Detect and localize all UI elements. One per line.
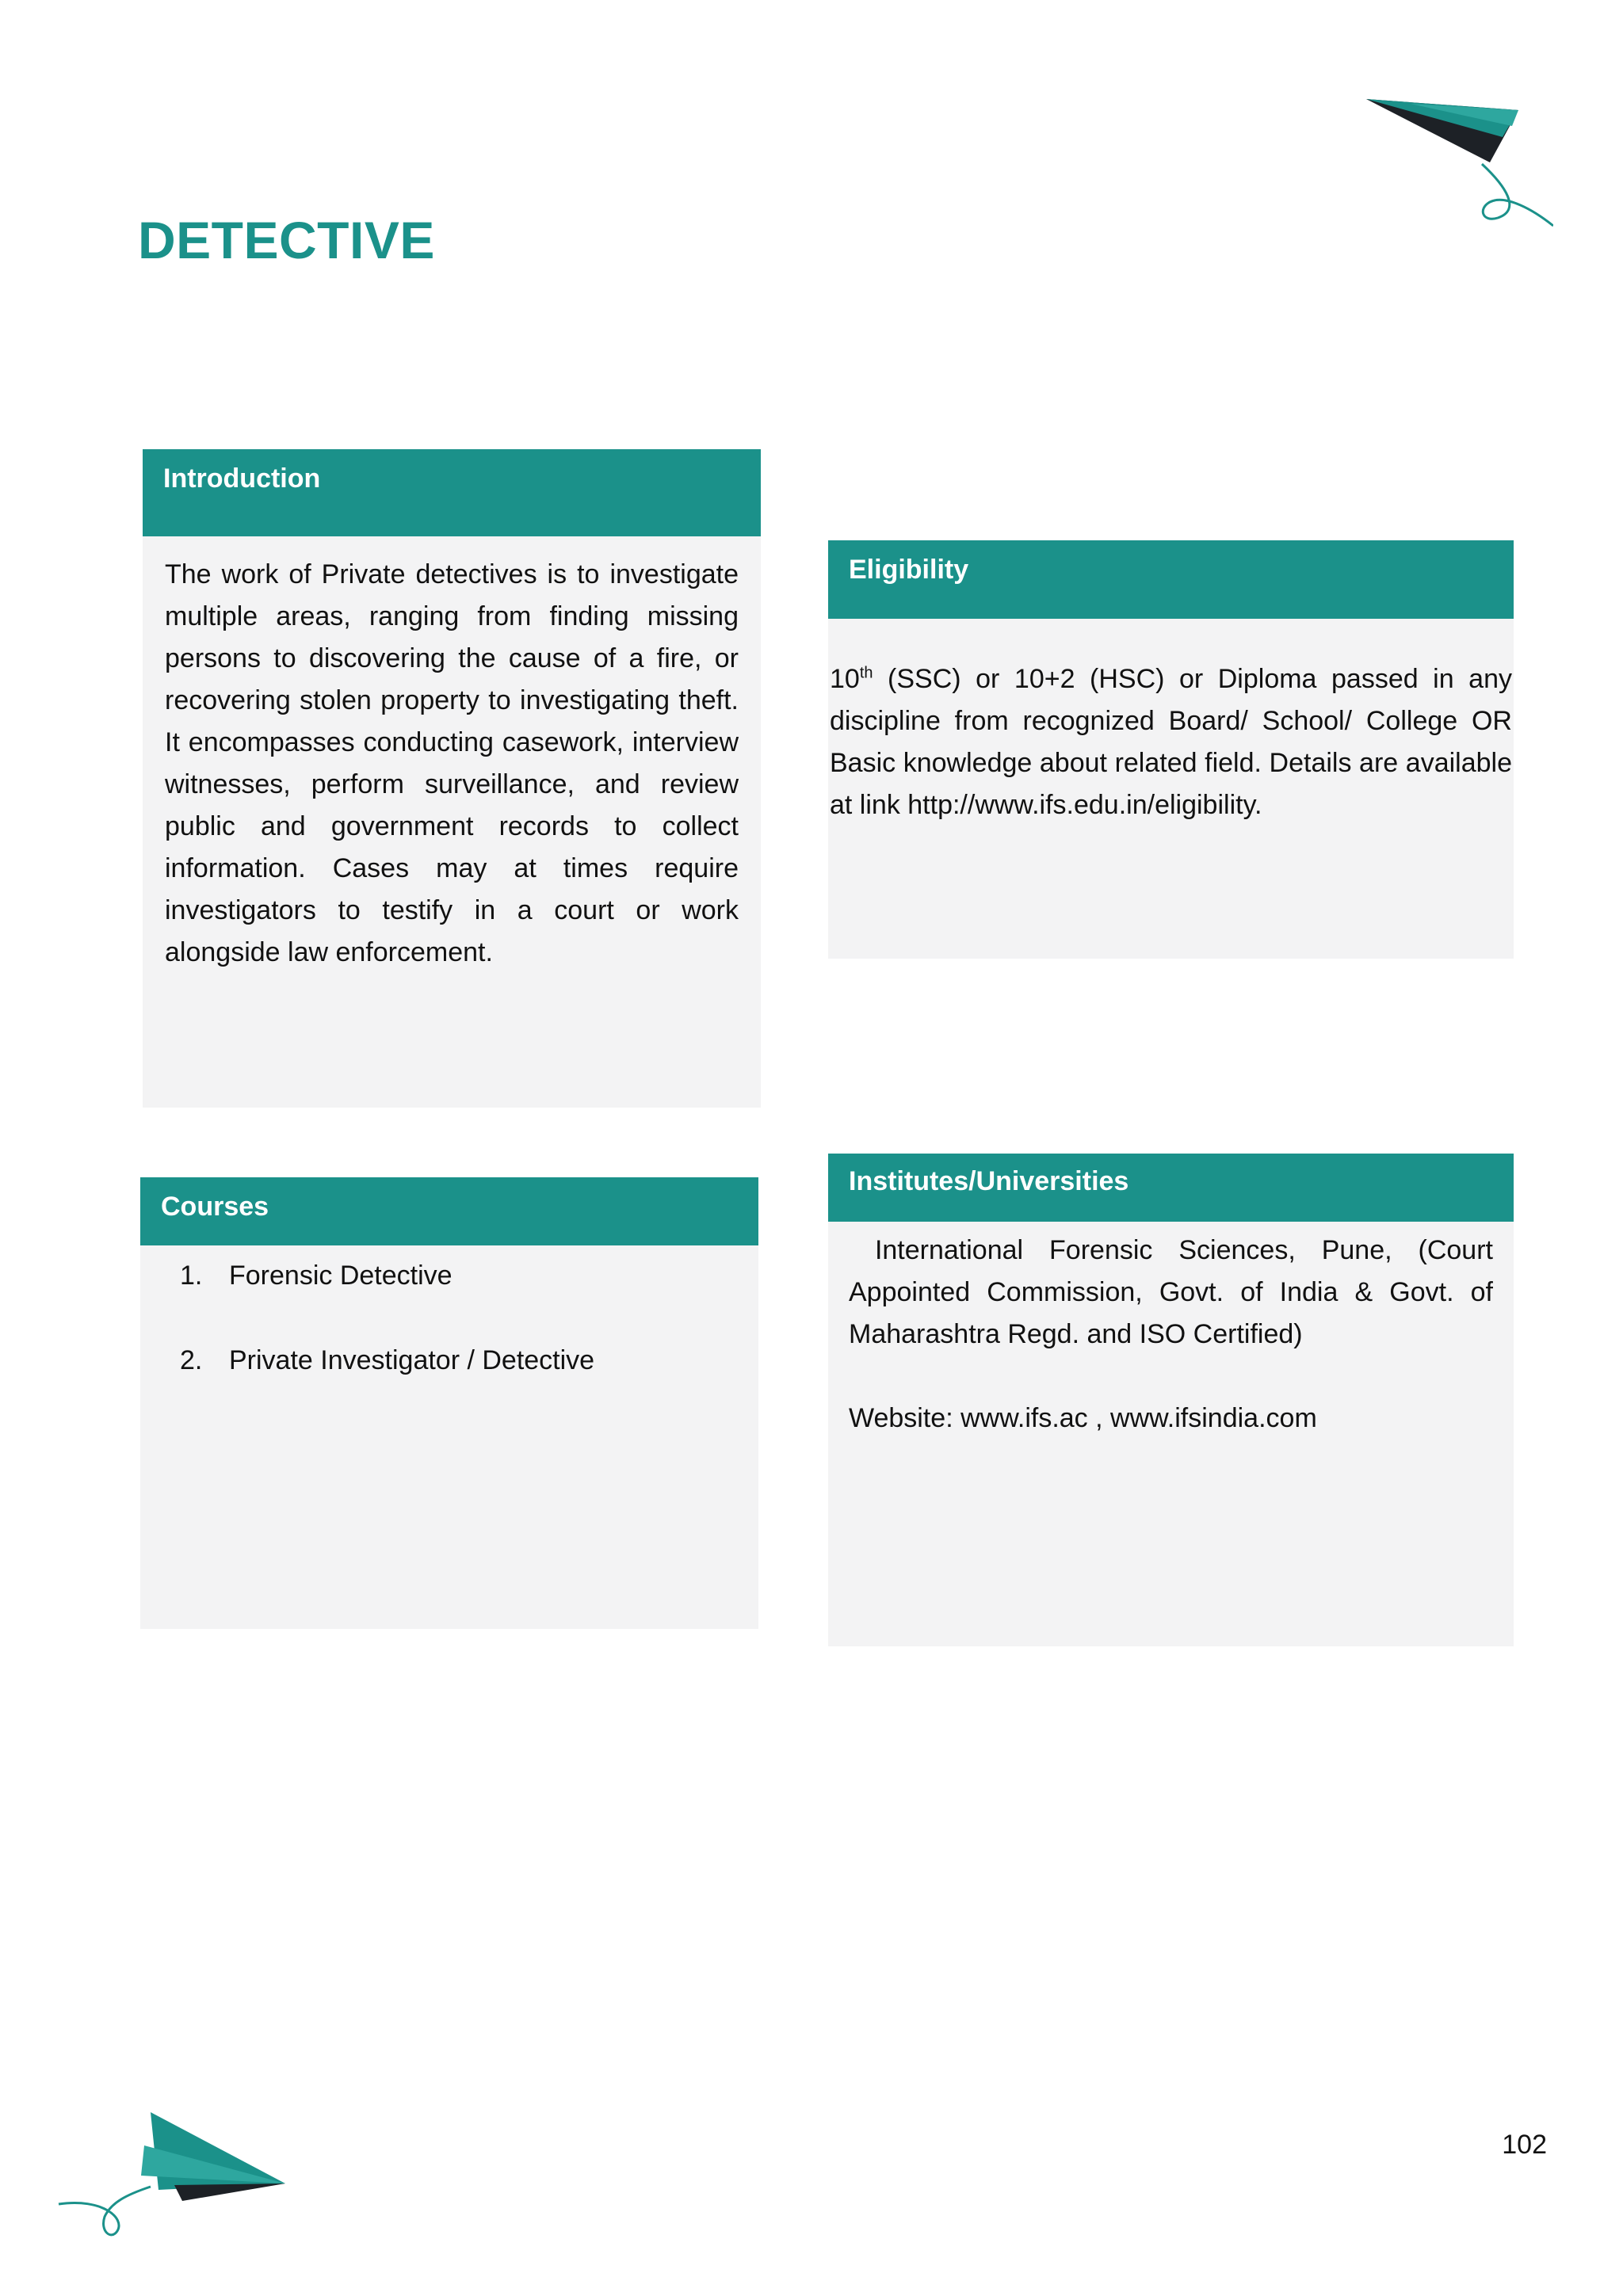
list-item-number: 1. [180, 1261, 203, 1291]
introduction-text: The work of Private detectives is to investigate multiple areas, ranging from finding missing persons to discovering the cause of a fire, or recovering stolen property to investigating theft. It encompasses conducting casework, interview witnesses, perform surveillance, and review public and government records to collect information. Cases may at times require investigators to testify in a court or work alongside law enforcement. [165, 559, 739, 967]
eligibility-text [828, 619, 1514, 826]
page-number: 102 [1502, 2130, 1547, 2160]
institutes-card [828, 1154, 1514, 1646]
introduction-heading: Introduction [143, 449, 761, 536]
courses-list [140, 1245, 758, 1382]
list-item-label: Private Investigator / Detective [229, 1345, 595, 1375]
eligibility-card [828, 540, 1514, 959]
eligibility-text-rest: (SSC) or 10+2 (HSC) or Diploma passed in any discipline from recognized Board/ School/ College OR Basic knowledge about related field. Details are available at link http://www.ifs.edu.in/eligibility. [830, 664, 1512, 820]
courses-card [140, 1177, 758, 1629]
list-item [180, 1255, 758, 1297]
introduction-card [143, 449, 761, 1108]
list-item-label: Forensic Detective [229, 1261, 453, 1291]
eligibility-heading: Eligibility [828, 540, 1514, 619]
courses-heading: Courses [140, 1177, 758, 1245]
paper-plane-icon [55, 2107, 293, 2250]
list-item [180, 1340, 758, 1382]
paper-plane-icon [1363, 91, 1553, 234]
institutes-website: Website: www.ifs.ac , www.ifsindia.com [849, 1403, 1317, 1433]
institutes-description: International Forensic Sciences, Pune, (Court Appointed Commission, Govt. of India & Govt. of Maharashtra Regd. and ISO Certified) [849, 1235, 1501, 1349]
page-title: DETECTIVE [138, 211, 435, 269]
list-item-number: 2. [180, 1345, 203, 1375]
institutes-text [828, 1222, 1514, 1440]
eligibility-text-prefix: 10 [830, 664, 860, 694]
eligibility-text-sup: th [859, 664, 873, 682]
institutes-heading: Institutes/Universities [828, 1154, 1514, 1222]
